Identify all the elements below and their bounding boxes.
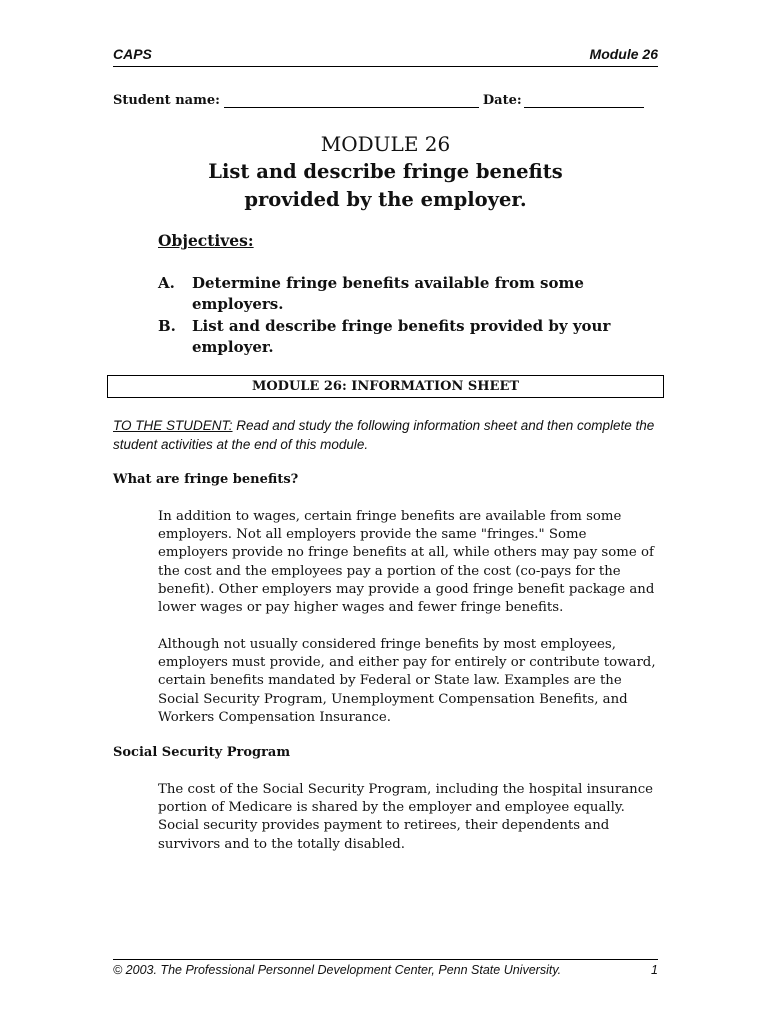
- objective-item: [158, 273, 638, 315]
- page-number: 1: [651, 963, 658, 977]
- objective-letter: A.: [158, 274, 175, 292]
- student-info-row: [113, 93, 644, 108]
- objective-text: Determine fringe benefits available from some employers.: [192, 274, 584, 313]
- section-heading: What are fringe benefits?: [113, 472, 299, 487]
- title-line-1: MODULE 26: [320, 132, 451, 156]
- information-sheet-title-box: MODULE 26: INFORMATION SHEET: [107, 375, 664, 398]
- instructions-lead: TO THE STUDENT:: [113, 418, 233, 433]
- paragraph: Although not usually considered fringe benefits by most employees, employers must provide, and either pay for entirely or contribute toward, certain benefits mandated by Federal or State law. Examples are the Social Security Program, Unemployment Compensation Benefits, and Workers Compensation Insurance.: [158, 637, 656, 725]
- title-line-3: provided by the employer.: [244, 188, 527, 211]
- page-footer: [113, 959, 658, 977]
- objectives-heading: Objectives:: [158, 231, 254, 250]
- objective-item: [158, 316, 638, 358]
- student-name-label: Student name:: [113, 93, 220, 108]
- date-label: Date:: [482, 93, 522, 108]
- paragraph: In addition to wages, certain fringe benefits are available from some employers. Not all employers provide the same "fringes." Some employers provide no fringe benefits at all, while others may pay some of the cost and the employees pay a portion of the cost (co-pays for the benefit). Other employers may provide a good fringe benefit package and lower wages or pay higher wages and fewer fringe benefits.: [158, 509, 655, 616]
- objective-letter: B.: [158, 317, 176, 335]
- module-title: [113, 130, 658, 214]
- student-instructions: [113, 416, 658, 454]
- student-name-blank: [224, 93, 479, 108]
- copyright-text: © 2003. The Professional Personnel Development Center, Penn State University.: [113, 963, 562, 977]
- header-right-text: Module 26: [589, 46, 658, 62]
- page-header: [113, 44, 658, 67]
- date-blank: [524, 93, 644, 108]
- title-line-2: List and describe fringe benefits: [208, 160, 563, 183]
- objective-text: List and describe fringe benefits provided by your employer.: [192, 317, 611, 356]
- header-left-text: CAPS: [113, 46, 152, 62]
- paragraph: The cost of the Social Security Program, including the hospital insurance portion of Medicare is shared by the employer and employee equally. Social security provides payment to retirees, their dependents and survivors and to the totally disabled.: [158, 782, 654, 852]
- instructions-text: Read and study the following information sheet and then complete the student activities at the end of this module.: [113, 418, 655, 452]
- section-heading: Social Security Program: [113, 745, 291, 760]
